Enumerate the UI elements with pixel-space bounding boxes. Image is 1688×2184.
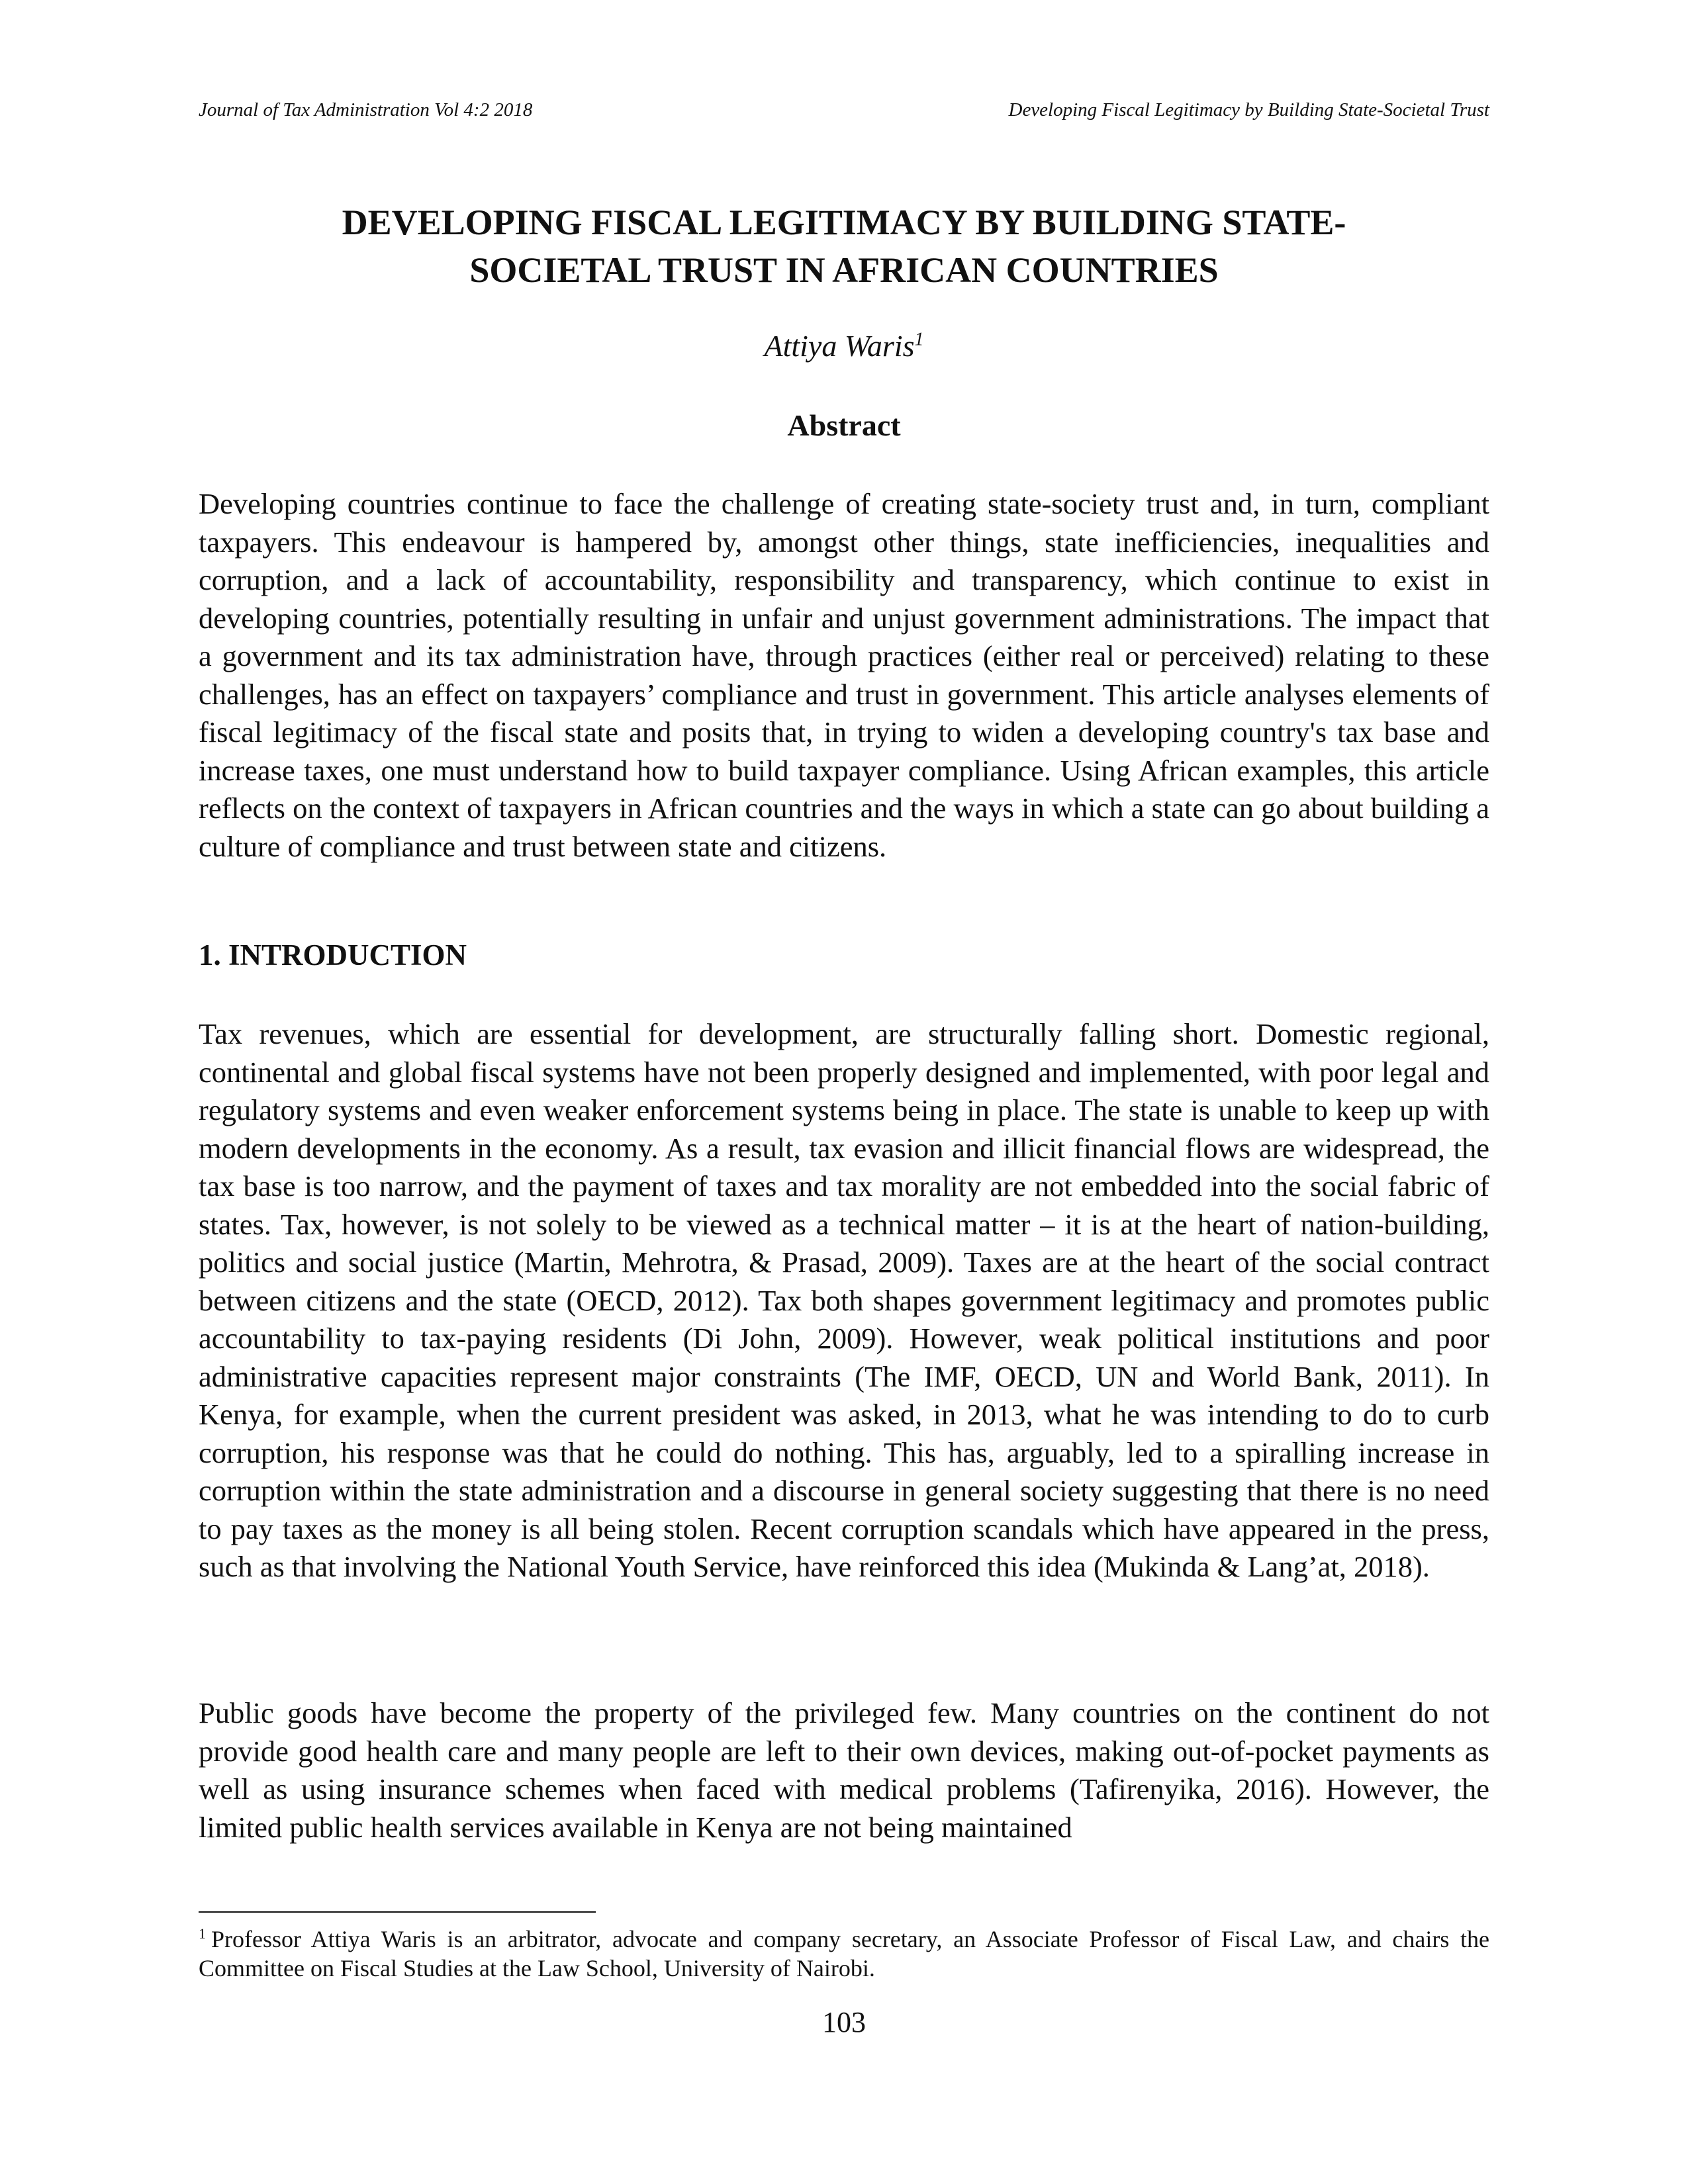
footnote-divider (199, 1911, 596, 1913)
footnote (199, 1925, 1489, 1983)
running-title: Developing Fiscal Legitimacy by Building State-Societal Trust (1008, 99, 1489, 120)
author-footnote-marker: 1 (914, 329, 924, 350)
abstract-heading: Abstract (787, 408, 901, 442)
page-number: 103 (822, 2006, 866, 2038)
section-heading-introduction: 1. INTRODUCTION (199, 938, 467, 972)
article-title-line-2: SOCIETAL TRUST IN AFRICAN COUNTRIES (469, 250, 1219, 290)
introduction-paragraph-2: Public goods have become the property of the privileged few. Many countries on the continent do not provide good health care and many people are left to their own devices, making out-of-pocket payments as well as using insurance schemes when faced with medical problems (Tafirenyika, 2016). However, the limited public health services available in Kenya are not being maintained (199, 1696, 1489, 1844)
author-name: Attiya Waris (764, 329, 915, 363)
article-title-line-1: DEVELOPING FISCAL LEGITIMACY BY BUILDING STATE- (342, 203, 1346, 242)
abstract-paragraph: Developing countries continue to face the challenge of creating state-society trust and, in turn, compliant taxpayers. This endeavour is hampered by, amongst other things, state inefficiencies, inequalities and corruption, and a lack of accountability, responsibility and transparency, which continue to exist in developing countries, potentially resulting in unfair and unjust government administrations. The impact that a government and its tax administration have, through practices (either real or perceived) relating to these challenges, has an effect on taxpayers’ compliance and trust in government. This article analyses elements of fiscal legitimacy of the fiscal state and posits that, in trying to widen a developing country's tax base and increase taxes, one must understand how to build taxpayer compliance. Using African examples, this article reflects on the context of taxpayers in African countries and the ways in which a state can go about building a culture of compliance and trust between state and citizens. (199, 487, 1489, 863)
footnote-text: Professor Attiya Waris is an arbitrator, advocate and company secretary, an Associate Professor of Fiscal Law, and chairs the Committee on Fiscal Studies at the Law School, University of Nairobi. (199, 1926, 1489, 1981)
author-line (199, 328, 1489, 365)
article-title (199, 199, 1489, 294)
footnote-marker: 1 (199, 1925, 206, 1942)
journal-name: Journal of Tax Administration Vol 4:2 2018 (199, 99, 533, 120)
introduction-paragraph-1: Tax revenues, which are essential for development, are structurally falling short. Domestic regional, continental and global fiscal systems have not been properly designed and implemented, with poor legal and regulatory systems and even weaker enforcement systems being in place. The state is unable to keep up with modern developments in the economy. As a result, tax evasion and illicit financial flows are widespread, the tax base is too narrow, and the payment of taxes and tax morality are not embedded into the social fabric of states. Tax, however, is not solely to be viewed as a technical matter – it is at the heart of nation-building, politics and social justice (Martin, Mehrotra, & Prasad, 2009). Taxes are at the heart of the social contract between citizens and the state (OECD, 2012). Tax both shapes government legitimacy and promotes public accountability to tax-paying residents (Di John, 2009). However, weak political institutions and poor administrative capacities represent major constraints (The IMF, OECD, UN and World Bank, 2011). In Kenya, for example, when the current president was asked, in 2013, what he was intending to do to curb corruption, his response was that he could do nothing. This has, arguably, led to a spiralling increase in corruption within the state administration and a discourse in general society suggesting that there is no need to pay taxes as the money is all being stolen. Recent corruption scandals which have appeared in the press, such as that involving the National Youth Service, have reinforced this idea (Mukinda & Lang’at, 2018). (199, 1017, 1489, 1583)
